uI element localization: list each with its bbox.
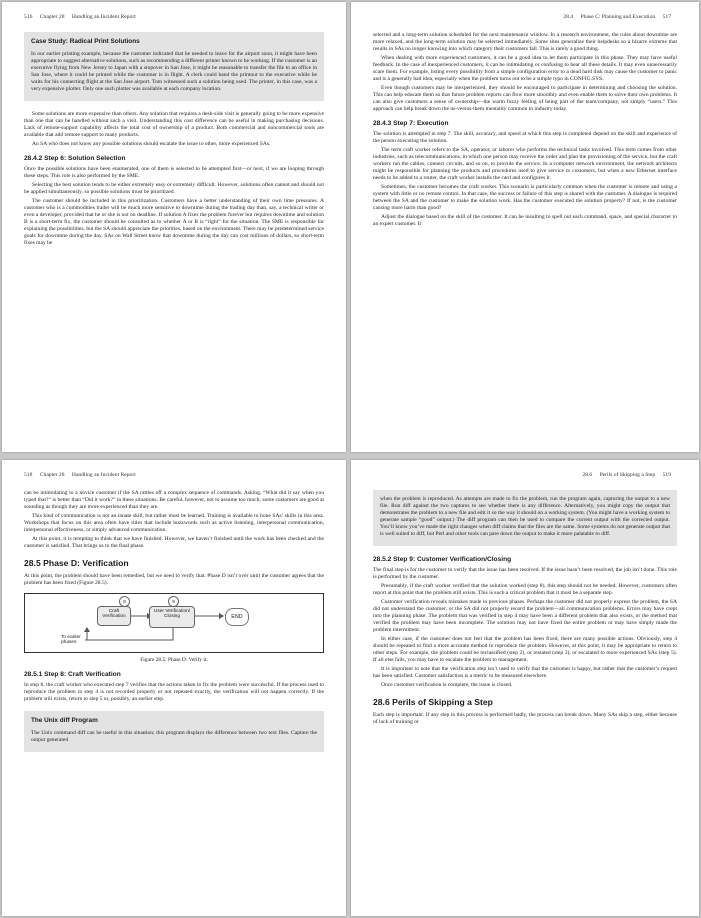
paragraph: Each step is important. If any step in this process is performed badly, the process can break down. Many SAs skip a step, either because of lack of training or [373,712,677,725]
user-verification-node: User Verification/ Closing [149,606,195,628]
paragraph: selected and a long-term solution scheduled for the next maintenance window. In a research environment, the rules about downtime are more relaxed, and the long-term solution may be selected immediately. Some sites generalize their helpdesks so a bizarre extreme that results in SAs no longer knowing into which category their customers fall. This is rarely a good thing. [373,32,677,52]
diff-box-continued [373,490,677,546]
box-text: The Unix command diff can be useful in this situation; this program displays the difference between two text files. Capture the output generated [31,730,317,743]
step-8-number: 8 [119,596,130,607]
chapter-title: Handling an Incident Report [71,14,136,20]
page-number: 516 [24,14,33,20]
paragraph: The customer should be included in this prioritization. Customers have a better understanding of their own time pressures. A customer who is a commodities trader will be much more sensitive to downtime during the trading day than, say, a technical writer or even a developer, provided that he or she is not on deadline. If solution A fixes the problem forever but requires downtime and solution B is a short-term fix, the customer should be consulted as to whether A or B is “right” for the situation. The SME is responsible for explaining the possibilities, but the SA should appreciate the priorities, based on the environment. There may be predetermined service goals for downtime during the day. SAs on Wall Street know that downtime during the day can cost millions of dollars, so short-term fixes may be [24,198,324,246]
paragraph: Once the possible solutions have been enumerated, one of them is selected to be attempted first—or next, if we are looping through these steps. This role is also performed by the SME. [24,166,324,179]
running-header [373,472,677,478]
paragraph: When dealing with more experienced customers, it can be a good idea to let them participate in this phase. They may have useful feedback. In the case of inexperienced customers, it can be intimidating or confusing to hear all these details. It may even unnecessarily scare them. For example, listing every possibility from a simple configuration error to a dead hard disk may cause the customer to panic and is a generally bad idea, especially when the problem turns out to be a simple typo in CONFIG.SYS. [373,55,677,82]
page-number: 517 [662,14,671,20]
page-number: 519 [662,472,671,478]
case-study-box [24,32,324,101]
paragraph: In either case, if the customer does not feel that the problem has been fixed, there are many possible actions. Obviously, step 4 should be repeated to find a more accurate method to reproduce the problem. However, at this point, it may be appropriate to return to other steps. For example, the problem could be reclassified (step 2), or restated (step 3), or escalated to more experienced SAs (step 5). If all else fails, you may have to escalate the problem to management. [373,636,677,663]
paragraph: In step 8, the craft worker who executed step 7 verifies that the actions taken to fix the problem were successful. If the process used to reproduce the problem in step 4 is not recorded properly or not repeated exactly, the verification will not happen correctly. If the problem still exists, return to step 5 or, possibly, an earlier step. [24,682,324,702]
page-body [24,32,324,249]
running-header [373,14,677,20]
paragraph: At this point, it is tempting to think that we have finished. However, we haven’t finished until the work has been checked and the customer is satisfied. That brings us to the final phase. [24,536,324,549]
section-heading: 28.6 Perils of Skipping a Step [373,697,493,707]
paragraph: Even though customers may be inexperienced, they should be encouraged to participate in determining and choosing the solution. This can help educate them so that future problem reports can flow more smoothly and even enable them to solve their own problems. It can also give customers a sense of ownership—the warm fuzzy feeling of being part of the team/company, not simply “users.” This approach can help break down the us-versus-them mentality common in industry today. [373,85,677,112]
paragraph: The solution is attempted in step 7. The skill, accuracy, and speed at which this step is completed depend on the skill and experience of the person executing the solution. [373,131,677,144]
paragraph: Customer verification reveals mistakes made in previous phases. Perhaps the customer did not properly express the problem, the SA did not understand the customer, or the SA did not properly record the problem—all communication problems. Errors may have crept into the planning phase. The problem that was verified in step 4 may have been a different problem that also exists, or the method that verified the problem may have been incomplete. The solution may not have fixed the entire problem or may have simply made the problem intermittent. [373,599,677,633]
section-heading: 28.4.3 Step 7: Execution [373,120,449,127]
page-516 [2,2,346,452]
box-text: when the problem is reproduced. As attempts are made to fix the problem, run the program again, capturing the output to a new file. Run diff against the two captures to see whether there is any difference. Alternatively, you might copy the output that demonstrates the problem to a new file and edit it so the way it should on a working system. (You might have a working system to generate sample “good” output.) The diff program can then be used to compare the current output with the corrected output. You’ll know you’ve made the right changes when diff claims that the files are the same. Some systems do not generate output that is well suited to diff, but Perl and other tools can pare down the output to make it more palatable to diff. [380,496,670,537]
section-heading: 28.4.2 Step 6: Solution Selection [24,155,126,162]
earlier-phases-label: To earlier phases [61,635,81,646]
running-header [24,472,324,478]
paragraph: Once customer verification is complete, the issue is closed. [381,682,513,688]
page-body [24,490,324,762]
paragraph: Some solutions are more expensive than others. Any solution that requires a desk-side visit is generally going to be more expensive than one that can be handled without such a visit. Understanding this cost difference can be useful in making purchasing decisions. Lack of remote-support capability affects the total cost of ownership of a product. Both commercial and noncommercial tools are available that add remote support to many products. [24,111,324,138]
step-9-number: 9 [168,596,179,607]
paragraph: The final step is for the customer to verify that the issue has been resolved. If the issue hasn’t been resolved, the job isn’t done. This role is performed by the customer. [373,567,677,580]
paragraph: It is important to note that the verification step isn’t used to verify that the customer is happy, but rather that the customer’s request has been satisfied. Customer satisfaction is a metric to be measured elsewhere. [373,666,677,679]
running-header [24,14,324,20]
chapter-label: Chapter 28 [39,14,65,20]
section-title: Phase C: Planning and Execution [580,14,656,20]
paragraph: Adjust the dialogue based on the skill of the customer. It can be insulting to spell out each command, space, and special character to an expert customer. It [373,214,677,227]
chapter-title: Handling an Incident Report [71,472,136,478]
page-body [373,490,677,728]
page-518 [2,460,346,916]
section-number: 28.6 [582,472,593,478]
section-heading: 28.5.1 Step 8: Craft Verification [24,671,121,678]
paragraph: This kind of communication is not an innate skill, but rather must be learned. Training is available to hone SAs’ skills in this area. Workshops that focus on this area often have titles that include buzzwords such as active listening, interpersonal communication, interpersonal effectiveness, or simply advanced communication. [24,513,324,533]
box-title: The Unix diff Program [31,717,98,724]
paragraph: An SA who does not know any possible solutions should escalate the issue to other, more experienced SAs. [32,141,271,147]
phase-d-diagram [24,593,324,653]
paragraph: Presumably, if the craft worker verified that the solution worked (step 8), this step should not be needed. However, customers often report at this point that the problem still exists. This is such a critical problem that it must be a separate step. [373,583,677,596]
end-node: END [225,608,249,626]
diff-box [24,711,324,752]
chapter-label: Chapter 28 [39,472,65,478]
box-text: In our earlier printing example, because the customer indicated that he needed to leave for the airport soon, it might have been appropriate to suggest alternative solutions, such as recommending a different printer known to be working. If the customer is an executive flying from New Jersey to Japan with a stopover in San Jose, it might be reasonable to transfer the file to an office in San Jose, where it could be printed while the customer is in flight. A clerk could hand the printout to the executive while he waits for his connecting flight at the San Jose airport. Tom witnessed such a solution being used. The printer, in this case, was a very expensive plotter. Only one such plotter was available at each company location. [31,51,317,92]
paragraph: The term craft worker refers to the SA, operator, or laborer who performs the technical tasks involved. This term comes from other industries, such as telecommunications, in which one person may receive the order and plan the provisioning of the service, but the craft workers run the cables, connect circuits, and so on, to provide the service. In a computer network environment, the network architects might be responsible for planning the products and procedures used to give service to customers, but when a new Ethernet interface needs to be added to a router, the craft worker installs the card and configures it. [373,147,677,181]
paragraph: Selecting the best solution tends to be either extremely easy or extremely difficult. However, solutions often cannot and should not be applied simultaneously, so possible solutions must be prioritized. [24,182,324,195]
box-title: Case Study: Radical Print Solutions [31,38,140,45]
page-body [373,32,677,230]
paragraph: can be intimidating to a novice customer if the SA rattles off a complex sequence of commands. Asking, “What did it say when you typed that?” is better than “Did it work?” in these situations. Be careful, however, not to assume too much; some customers are good at sounding as though they are more experienced than they are. [24,490,324,510]
paragraph: Sometimes, the customer becomes the craft worker. This scenario is particularly common when the customer is remote and using a system with little or no remote control. In that case, the success or failure of this step is shared with the customer. A dialogue is required between the SA and the customer to make the solution work. Has the customer executed the solution properly? If not, is the customer causing more harm than good? [373,184,677,211]
section-heading: 28.5 Phase D: Verification [24,558,129,568]
section-number: 28.4 [563,14,574,20]
figure-caption: Figure 28.5: Phase D: Verify it. [140,657,208,663]
paragraph: At this point, the problem should have been remedied, but we need to verify that. Phase D isn’t over until the customer agrees that the problem has been fixed (Figure 28.5). [24,573,324,586]
page-517 [351,2,699,452]
page-519 [351,460,699,916]
section-title: Perils of Skipping a Step [599,472,656,478]
craft-verification-node: Craft Verification [97,606,131,626]
section-heading: 28.5.2 Step 9: Customer Verification/Closing [373,556,512,563]
page-number: 518 [24,472,33,478]
